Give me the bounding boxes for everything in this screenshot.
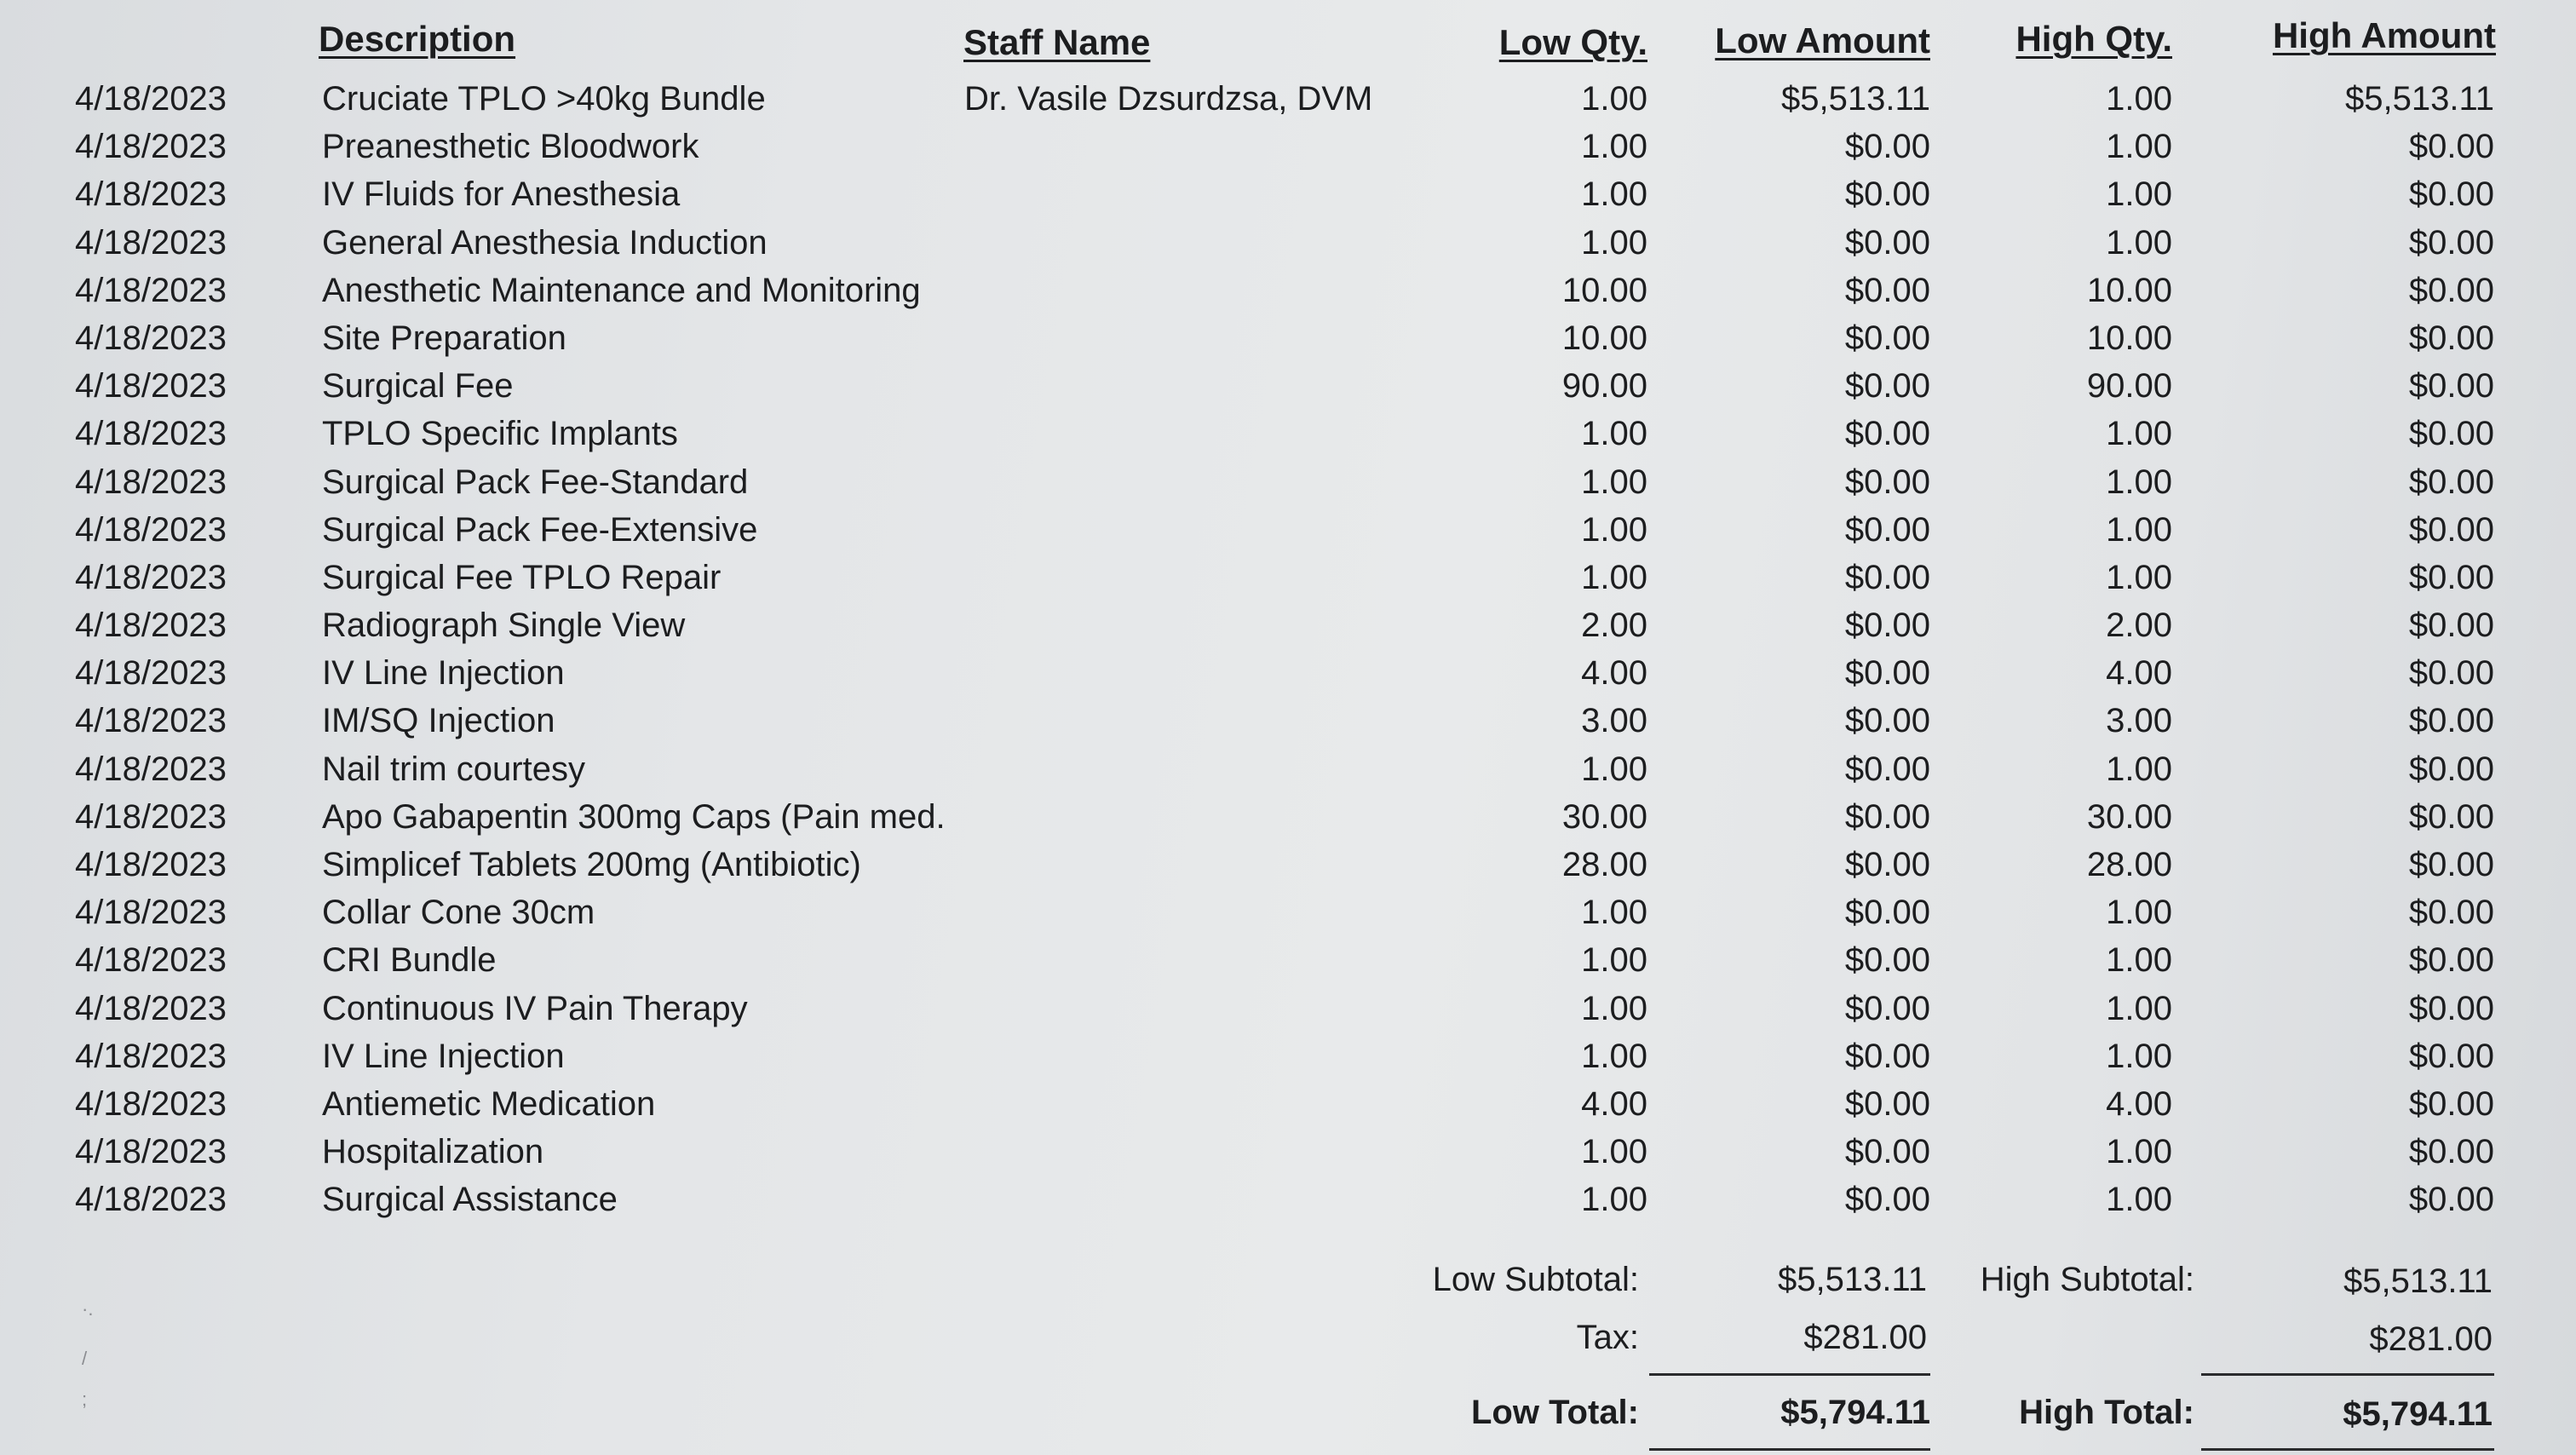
item-low-qty: 1.00 bbox=[1581, 510, 1647, 549]
item-high-qty: 1.00 bbox=[2106, 750, 2172, 788]
item-low-amount: $5,513.11 bbox=[1781, 80, 1930, 118]
item-high-amount: $0.00 bbox=[2408, 223, 2494, 262]
item-description: Surgical Pack Fee-Standard bbox=[322, 463, 749, 501]
item-description: Surgical Fee TPLO Repair bbox=[322, 558, 722, 596]
item-high-amount: $0.00 bbox=[2408, 654, 2494, 693]
item-low-amount: $0.00 bbox=[1844, 941, 1930, 980]
item-low-qty: 1.00 bbox=[1581, 894, 1647, 932]
high-subtotal-label: High Subtotal: bbox=[1980, 1261, 2194, 1298]
item-date: 4/18/2023 bbox=[75, 1037, 227, 1075]
item-date: 4/18/2023 bbox=[75, 510, 227, 549]
item-low-qty: 1.00 bbox=[1581, 175, 1647, 214]
item-low-qty: 30.00 bbox=[1561, 797, 1647, 836]
item-low-amount: $0.00 bbox=[1844, 894, 1930, 932]
item-date: 4/18/2023 bbox=[75, 702, 227, 740]
item-high-amount: $0.00 bbox=[2408, 941, 2494, 980]
item-high-amount: $0.00 bbox=[2408, 702, 2494, 740]
item-high-qty: 1.00 bbox=[2106, 463, 2172, 501]
item-low-amount: $0.00 bbox=[1844, 319, 1930, 357]
item-high-qty: 1.00 bbox=[2106, 415, 2172, 453]
high-total-rule-top bbox=[2201, 1373, 2494, 1376]
table-row bbox=[0, 1080, 2576, 1128]
item-high-amount: $0.00 bbox=[2408, 846, 2494, 883]
item-low-amount: $0.00 bbox=[1844, 702, 1930, 740]
item-high-amount: $0.00 bbox=[2408, 894, 2494, 932]
item-description: IV Line Injection bbox=[322, 654, 565, 693]
item-date: 4/18/2023 bbox=[75, 319, 227, 357]
item-low-qty: 10.00 bbox=[1561, 319, 1647, 357]
table-row bbox=[0, 793, 2576, 841]
item-low-qty: 2.00 bbox=[1581, 607, 1647, 645]
item-low-amount: $0.00 bbox=[1844, 558, 1930, 596]
item-low-amount: $0.00 bbox=[1844, 1133, 1930, 1171]
high-total-rule-bottom bbox=[2201, 1448, 2494, 1451]
item-high-qty: 1.00 bbox=[2106, 1181, 2172, 1219]
low-tax-value: $281.00 bbox=[1803, 1319, 1927, 1356]
header-description: Description bbox=[319, 19, 516, 59]
item-description: Hospitalization bbox=[322, 1133, 544, 1171]
table-row bbox=[0, 506, 2576, 554]
item-description: Simplicef Tablets 200mg (Antibiotic) bbox=[322, 846, 861, 883]
margin-mark: / bbox=[82, 1348, 88, 1369]
item-high-amount: $0.00 bbox=[2408, 175, 2494, 214]
item-high-amount: $0.00 bbox=[2408, 319, 2494, 357]
item-date: 4/18/2023 bbox=[75, 1133, 227, 1171]
table-row bbox=[0, 219, 2576, 267]
item-high-amount: $0.00 bbox=[2408, 797, 2494, 836]
item-description: TPLO Specific Implants bbox=[322, 415, 678, 453]
high-total-label: High Total: bbox=[2019, 1394, 2194, 1431]
item-date: 4/18/2023 bbox=[75, 128, 227, 166]
item-description: Surgical Assistance bbox=[322, 1181, 618, 1219]
item-date: 4/18/2023 bbox=[75, 271, 227, 309]
item-date: 4/18/2023 bbox=[75, 367, 227, 405]
item-date: 4/18/2023 bbox=[75, 989, 227, 1027]
item-low-amount: $0.00 bbox=[1844, 654, 1930, 693]
item-high-qty: 28.00 bbox=[2086, 846, 2172, 883]
item-high-amount: $0.00 bbox=[2408, 463, 2494, 501]
item-low-amount: $0.00 bbox=[1844, 175, 1930, 214]
margin-mark: ; bbox=[82, 1389, 88, 1410]
item-low-qty: 1.00 bbox=[1581, 463, 1647, 501]
item-low-amount: $0.00 bbox=[1844, 1181, 1930, 1219]
item-description: Anesthetic Maintenance and Monitoring bbox=[322, 271, 921, 309]
item-high-qty: 4.00 bbox=[2106, 654, 2172, 693]
item-high-qty: 1.00 bbox=[2106, 80, 2172, 118]
low-subtotal-label: Low Subtotal: bbox=[1432, 1261, 1639, 1298]
item-date: 4/18/2023 bbox=[75, 797, 227, 836]
table-row bbox=[0, 1128, 2576, 1176]
margin-mark: ·. bbox=[82, 1298, 94, 1320]
item-low-qty: 1.00 bbox=[1581, 558, 1647, 596]
table-row bbox=[0, 123, 2576, 170]
table-row bbox=[0, 1032, 2576, 1080]
table-row bbox=[0, 170, 2576, 218]
high-tax-value: $281.00 bbox=[2369, 1320, 2493, 1358]
item-description: General Anesthesia Induction bbox=[322, 223, 768, 262]
item-description: Surgical Fee bbox=[322, 367, 514, 405]
item-description: Collar Cone 30cm bbox=[322, 894, 595, 932]
header-low-amount: Low Amount bbox=[1715, 20, 1930, 60]
item-high-qty: 90.00 bbox=[2086, 367, 2172, 405]
table-row bbox=[0, 410, 2576, 457]
table-row bbox=[0, 601, 2576, 649]
item-high-qty: 1.00 bbox=[2106, 128, 2172, 166]
item-description: Continuous IV Pain Therapy bbox=[322, 989, 748, 1027]
low-subtotal-value: $5,513.11 bbox=[1778, 1261, 1927, 1298]
item-description: Surgical Pack Fee-Extensive bbox=[322, 510, 758, 549]
high-subtotal-value: $5,513.11 bbox=[2343, 1262, 2493, 1300]
item-description: Site Preparation bbox=[322, 319, 566, 357]
item-high-amount: $0.00 bbox=[2408, 1084, 2494, 1123]
low-total-value: $5,794.11 bbox=[1780, 1394, 1930, 1431]
item-low-qty: 10.00 bbox=[1561, 271, 1647, 309]
item-high-qty: 1.00 bbox=[2106, 989, 2172, 1027]
item-date: 4/18/2023 bbox=[75, 558, 227, 596]
item-description: Antiemetic Medication bbox=[322, 1084, 656, 1123]
item-date: 4/18/2023 bbox=[75, 463, 227, 501]
table-row bbox=[0, 554, 2576, 601]
item-high-qty: 1.00 bbox=[2106, 558, 2172, 596]
item-date: 4/18/2023 bbox=[75, 607, 227, 645]
item-high-amount: $0.00 bbox=[2408, 558, 2494, 596]
item-high-amount: $0.00 bbox=[2408, 1181, 2494, 1219]
table-row bbox=[0, 458, 2576, 506]
header-staff-name: Staff Name bbox=[963, 22, 1151, 62]
low-total-label: Low Total: bbox=[1471, 1394, 1639, 1431]
item-low-qty: 1.00 bbox=[1581, 941, 1647, 980]
item-description: Preanesthetic Bloodwork bbox=[322, 128, 699, 166]
item-high-amount: $0.00 bbox=[2408, 607, 2494, 645]
table-row bbox=[0, 314, 2576, 362]
item-date: 4/18/2023 bbox=[75, 80, 227, 118]
item-date: 4/18/2023 bbox=[75, 750, 227, 788]
item-high-amount: $0.00 bbox=[2408, 1037, 2494, 1075]
item-description: Apo Gabapentin 300mg Caps (Pain med. bbox=[322, 797, 946, 836]
item-staff-name: Dr. Vasile Dzsurdzsa, DVM bbox=[964, 80, 1373, 118]
item-low-qty: 90.00 bbox=[1561, 367, 1647, 405]
item-low-qty: 1.00 bbox=[1581, 750, 1647, 788]
item-description: IV Fluids for Anesthesia bbox=[322, 175, 681, 214]
item-low-qty: 4.00 bbox=[1581, 654, 1647, 693]
item-high-amount: $0.00 bbox=[2408, 367, 2494, 405]
item-low-amount: $0.00 bbox=[1844, 846, 1930, 883]
item-high-qty: 1.00 bbox=[2106, 1133, 2172, 1171]
item-high-qty: 1.00 bbox=[2106, 510, 2172, 549]
item-low-amount: $0.00 bbox=[1844, 750, 1930, 788]
item-high-qty: 2.00 bbox=[2106, 607, 2172, 645]
item-high-qty: 4.00 bbox=[2106, 1084, 2172, 1123]
item-low-amount: $0.00 bbox=[1844, 128, 1930, 166]
table-row bbox=[0, 75, 2576, 123]
item-low-qty: 1.00 bbox=[1581, 1133, 1647, 1171]
item-description: IM/SQ Injection bbox=[322, 702, 555, 740]
item-low-amount: $0.00 bbox=[1844, 1037, 1930, 1075]
item-low-qty: 1.00 bbox=[1581, 1181, 1647, 1219]
item-date: 4/18/2023 bbox=[75, 223, 227, 262]
item-high-amount: $0.00 bbox=[2408, 415, 2494, 453]
table-row bbox=[0, 889, 2576, 936]
item-low-amount: $0.00 bbox=[1844, 607, 1930, 645]
item-high-qty: 1.00 bbox=[2106, 223, 2172, 262]
item-low-amount: $0.00 bbox=[1844, 1084, 1930, 1123]
item-low-amount: $0.00 bbox=[1844, 989, 1930, 1027]
item-high-qty: 1.00 bbox=[2106, 941, 2172, 980]
item-date: 4/18/2023 bbox=[75, 1084, 227, 1123]
table-row bbox=[0, 985, 2576, 1032]
table-row bbox=[0, 362, 2576, 410]
table-row bbox=[0, 649, 2576, 697]
item-high-qty: 10.00 bbox=[2086, 319, 2172, 357]
item-low-qty: 1.00 bbox=[1581, 128, 1647, 166]
item-low-qty: 4.00 bbox=[1581, 1084, 1647, 1123]
table-row bbox=[0, 1176, 2576, 1223]
low-total-rule-top bbox=[1649, 1373, 1930, 1376]
item-description: Nail trim courtesy bbox=[322, 750, 585, 788]
item-high-qty: 30.00 bbox=[2086, 797, 2172, 836]
item-high-qty: 1.00 bbox=[2106, 175, 2172, 214]
item-date: 4/18/2023 bbox=[75, 894, 227, 932]
item-high-amount: $0.00 bbox=[2408, 271, 2494, 309]
item-low-amount: $0.00 bbox=[1844, 223, 1930, 262]
item-high-amount: $0.00 bbox=[2408, 989, 2494, 1027]
item-date: 4/18/2023 bbox=[75, 1181, 227, 1219]
item-high-amount: $0.00 bbox=[2408, 750, 2494, 788]
item-date: 4/18/2023 bbox=[75, 846, 227, 883]
item-high-qty: 1.00 bbox=[2106, 894, 2172, 932]
item-description: Cruciate TPLO >40kg Bundle bbox=[322, 80, 766, 118]
header-high-qty: High Qty. bbox=[2015, 19, 2172, 59]
item-low-amount: $0.00 bbox=[1844, 797, 1930, 836]
item-high-amount: $5,513.11 bbox=[2345, 80, 2494, 118]
item-low-amount: $0.00 bbox=[1844, 510, 1930, 549]
item-date: 4/18/2023 bbox=[75, 941, 227, 980]
item-low-amount: $0.00 bbox=[1844, 271, 1930, 309]
item-description: IV Line Injection bbox=[322, 1037, 565, 1075]
high-total-value: $5,794.11 bbox=[2343, 1395, 2493, 1433]
table-row bbox=[0, 936, 2576, 984]
item-high-qty: 10.00 bbox=[2086, 271, 2172, 309]
table-row bbox=[0, 267, 2576, 314]
item-low-qty: 1.00 bbox=[1581, 223, 1647, 262]
item-low-qty: 3.00 bbox=[1581, 702, 1647, 740]
line-items-table bbox=[0, 75, 2576, 1224]
item-high-amount: $0.00 bbox=[2408, 1133, 2494, 1171]
item-description: Radiograph Single View bbox=[322, 607, 686, 645]
item-date: 4/18/2023 bbox=[75, 415, 227, 453]
item-date: 4/18/2023 bbox=[75, 175, 227, 214]
item-low-amount: $0.00 bbox=[1844, 463, 1930, 501]
item-date: 4/18/2023 bbox=[75, 654, 227, 693]
header-low-qty: Low Qty. bbox=[1498, 22, 1647, 62]
table-row bbox=[0, 745, 2576, 793]
item-description: CRI Bundle bbox=[322, 941, 497, 980]
tax-label: Tax: bbox=[1576, 1319, 1639, 1356]
item-high-amount: $0.00 bbox=[2408, 510, 2494, 549]
item-low-amount: $0.00 bbox=[1844, 415, 1930, 453]
item-low-qty: 1.00 bbox=[1581, 989, 1647, 1027]
item-high-amount: $0.00 bbox=[2408, 128, 2494, 166]
header-high-amount: High Amount bbox=[2272, 15, 2496, 55]
table-row bbox=[0, 841, 2576, 889]
low-total-rule-bottom bbox=[1649, 1448, 1930, 1451]
item-low-qty: 1.00 bbox=[1581, 80, 1647, 118]
item-low-amount: $0.00 bbox=[1844, 367, 1930, 405]
table-row bbox=[0, 697, 2576, 745]
item-high-qty: 1.00 bbox=[2106, 1037, 2172, 1075]
item-low-qty: 1.00 bbox=[1581, 415, 1647, 453]
item-high-qty: 3.00 bbox=[2106, 702, 2172, 740]
item-low-qty: 28.00 bbox=[1561, 846, 1647, 883]
item-low-qty: 1.00 bbox=[1581, 1037, 1647, 1075]
